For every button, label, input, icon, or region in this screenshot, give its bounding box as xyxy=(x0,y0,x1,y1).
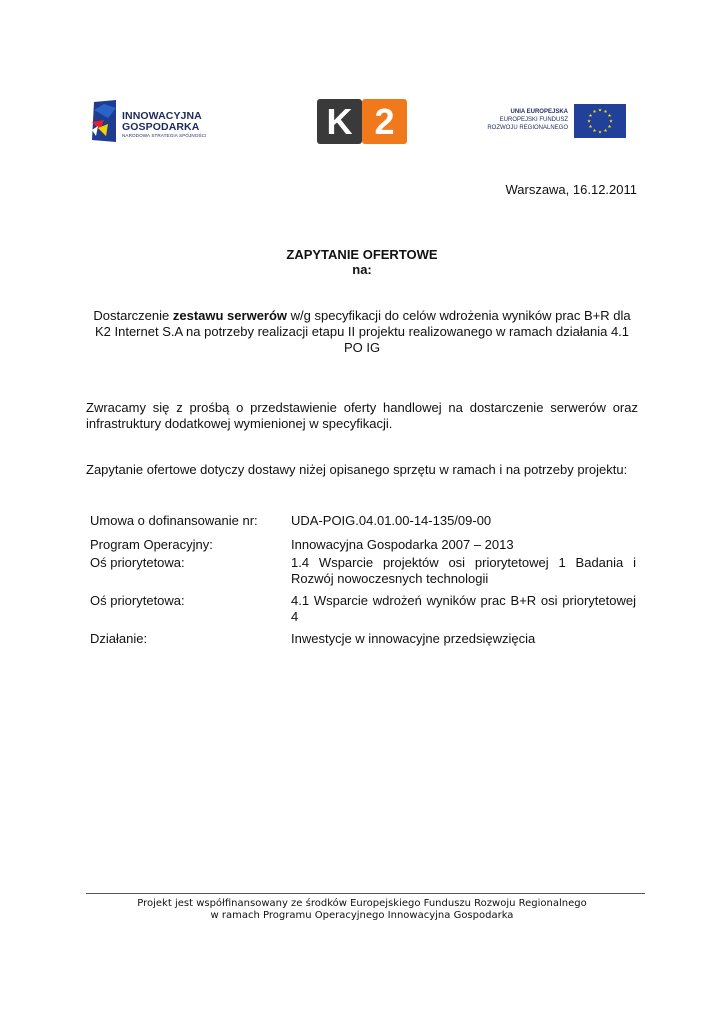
eu-logo-line1: UNIA EUROPEJSKA xyxy=(510,109,568,115)
k2-logo-k: K xyxy=(317,99,362,144)
eu-logo-text xyxy=(487,108,568,132)
detail-value: UDA-POIG.04.01.00-14-135/09-00 xyxy=(291,513,492,528)
detail-value: Innowacyjna Gospodarka 2007 – 2013 xyxy=(291,537,514,552)
document-title: ZAPYTANIE OFERTOWE xyxy=(286,247,438,262)
innowacyjna-gospodarka-emblem-icon xyxy=(90,100,118,142)
detail-value: Inwestycje w innowacyjne przedsięwzięcia xyxy=(291,631,536,646)
innowacyjna-gospodarka-logo xyxy=(90,100,220,142)
logo-ig-line1: INNOWACYJNA xyxy=(122,110,202,122)
subject-prefix: Dostarczenie xyxy=(93,308,173,323)
detail-label: Oś priorytetowa: xyxy=(90,593,185,608)
detail-label: Oś priorytetowa: xyxy=(90,555,185,570)
footer-line2: w ramach Programu Operacyjnego Innowacyjna Gospodarka xyxy=(210,910,514,921)
subject-rest: w/g specyfikacji do celów wdrożenia wyników prac B+R dla K2 Internet S.A na potrzeby realizacji etapu II projektu realizowanego w ramach działania 4.1 PO IG xyxy=(94,308,631,355)
k2-logo-2: 2 xyxy=(362,99,407,144)
subject-bold: zestawu serwerów xyxy=(172,308,288,323)
detail-label: Działanie: xyxy=(90,631,148,646)
eu-logo xyxy=(480,104,626,138)
scope-paragraph: Zapytanie ofertowe dotyczy dostawy niżej opisanego sprzętu w ramach i na potrzeby projektu: xyxy=(86,462,628,477)
detail-label: Umowa o dofinansowanie nr: xyxy=(90,513,258,528)
document-subtitle: na: xyxy=(352,262,372,277)
detail-value: 4.1 Wsparcie wdrożeń wyników prac B+R osi priorytetowej 4 xyxy=(291,593,636,624)
footer-line1: Projekt jest współfinansowany ze środków Europejskiego Funduszu Rozwoju Regionalnego xyxy=(137,898,587,909)
detail-label: Program Operacyjny: xyxy=(90,537,213,552)
detail-value: 1.4 Wsparcie projektów osi priorytetowej 1 Badania i Rozwój nowoczesnych technologii xyxy=(291,555,636,586)
logo-ig-line2: GOSPODARKA xyxy=(122,121,200,133)
eu-logo-line2: EUROPEJSKI FUNDUSZ xyxy=(499,117,568,123)
eu-logo-line3: ROZWOJU REGIONALNEGO xyxy=(487,125,568,131)
subject-description xyxy=(86,308,638,356)
footer-divider xyxy=(86,893,645,894)
eu-flag-icon xyxy=(574,104,626,138)
request-paragraph: Zwracamy się z prośbą o przedstawienie oferty handlowej na dostarczenie serwerów oraz infrastruktury dodatkowej wymienionej w specyfikacji. xyxy=(86,400,638,431)
k2-logo xyxy=(317,99,407,144)
document-date: Warszawa, 16.12.2011 xyxy=(505,182,637,197)
logo-ig-line3: NARODOWA STRATEGIA SPÓJNOŚCI xyxy=(122,133,207,138)
footer-text xyxy=(0,898,724,922)
